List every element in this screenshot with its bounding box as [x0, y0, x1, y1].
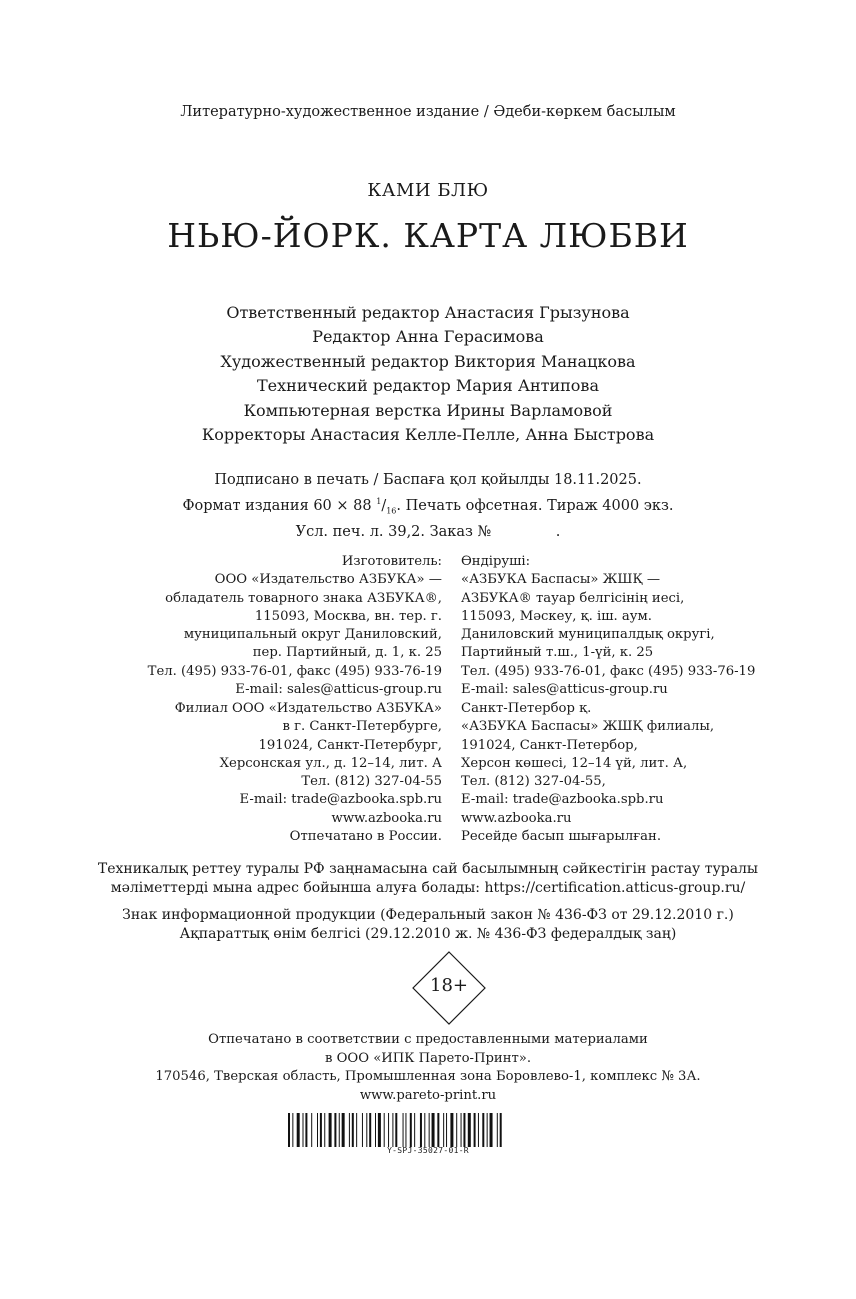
barcode-text: Y-SPJ-35027-01-R	[387, 1146, 469, 1155]
barcode-bar	[429, 1113, 430, 1147]
text-line: Тел. (495) 933-76-01, факс (495) 933-76-19	[461, 663, 756, 679]
age-rating-badge	[412, 951, 486, 1025]
barcode-bar	[500, 1113, 502, 1147]
credits-list	[0, 301, 856, 447]
barcode-bar	[288, 1113, 290, 1147]
text-line: 115093, Москва, вн. тер. г.	[254, 608, 442, 624]
text-line: Техникалық реттеу туралы РФ заңнамасына сай басылымның сәйкестігін растау туралы	[97, 861, 759, 877]
branch-kz	[461, 700, 714, 810]
text-line: Ақпараттық өнім белгісі (29.12.2010 ж. № 436-ФЗ федералдық заң)	[179, 925, 677, 942]
barcode-bar	[487, 1113, 488, 1147]
barcode-bar	[443, 1113, 444, 1147]
barcode-bar	[405, 1113, 406, 1147]
barcode-bar	[395, 1113, 397, 1147]
text-line: мәліметтерді мына адрес бойынша алуға болады: https://certification.atticus-group.ru/	[110, 879, 746, 896]
barcode-bar	[324, 1113, 325, 1147]
barcode-bar	[437, 1113, 439, 1147]
barcode-bar	[352, 1113, 354, 1147]
text-line: АЗБУКА® тауар белгісінің иесі,	[461, 590, 685, 606]
text-line: Отпечатано в соответствии с предоставленными материалами	[208, 1032, 648, 1047]
barcode-bar	[482, 1113, 484, 1147]
text-line: в ООО «ИПК Парето-Принт».	[324, 1050, 532, 1066]
text-line: Өндіруші:	[461, 554, 531, 569]
barcode-bar	[424, 1113, 425, 1147]
text-line: Партийный т.ш., 1-үй, к. 25	[461, 645, 654, 661]
signed-date: Подписано в печать / Баспаға қол қойылды 18.11.2025.	[214, 472, 642, 488]
credit-line: Технический редактор Мария Антипова	[257, 376, 599, 396]
barcode-bar	[303, 1113, 304, 1147]
barcode-bar	[474, 1113, 476, 1147]
law-info	[0, 906, 856, 943]
barcode-bar	[450, 1113, 453, 1147]
barcode-bar	[334, 1113, 336, 1147]
format-line: Формат издания 60 × 88 $^1/_{16}$. Печать офсетная. Тираж 4000 экз.	[182, 497, 674, 516]
text-line: муниципальный округ Даниловский,	[183, 627, 442, 643]
print-info	[0, 470, 856, 543]
site-ru	[290, 810, 442, 847]
website-link[interactable]: www.azbooka.ru	[331, 811, 442, 826]
text-line: обладатель товарного знака АЗБУКА®,	[165, 590, 442, 606]
barcode-bar	[456, 1113, 457, 1147]
barcode-bar	[320, 1113, 322, 1147]
barcode-bar	[497, 1113, 498, 1147]
barcode-bar	[378, 1113, 381, 1147]
barcode-bar	[490, 1113, 493, 1147]
book-title: НЬЮ-ЙОРК. КАРТА ЛЮБВИ	[167, 216, 689, 255]
credit-line: Ответственный редактор Анастасия Грызунова	[226, 303, 630, 322]
format-numerator: 1	[376, 497, 382, 506]
edition-type: Литературно-художественное издание / Әдеби-көркем басылым	[180, 104, 676, 120]
barcode-bar	[432, 1113, 435, 1147]
barcode-bar	[362, 1113, 363, 1147]
barcode-bar	[414, 1113, 415, 1147]
text-line: Отпечатано в России.	[289, 829, 442, 845]
text-line: Знак информационной продукции (Федеральный закон № 436-ФЗ от 29.12.2010 г.)	[122, 907, 734, 923]
text-line: «АЗБУКА Баспасы» ЖШҚ —	[461, 572, 661, 588]
credit-line: Художественный редактор Виктория Манацкова	[220, 351, 636, 371]
email-link[interactable]: E-mail: sales@atticus-group.ru	[461, 682, 668, 698]
email-link[interactable]: E-mail: trade@azbooka.spb.ru	[239, 792, 442, 808]
format-suffix: . Печать офсетная. Тираж 4000 экз.	[396, 497, 674, 514]
text-line: Ресейде басып шығарылған.	[461, 829, 662, 845]
text-line: пер. Партийный, д. 1, к. 25	[252, 645, 442, 661]
website-link[interactable]: www.pareto-print.ru	[359, 1087, 497, 1103]
text-line: Изготовитель:	[341, 554, 442, 569]
text-line: в г. Санкт-Петербурге,	[282, 719, 442, 735]
volume-line: Усл. печ. л. 39,2. Заказ № .	[295, 523, 561, 540]
email-link[interactable]: E-mail: trade@azbooka.spb.ru	[461, 792, 664, 808]
author-name: КАМИ БЛЮ	[367, 180, 489, 201]
printer-info	[0, 1031, 856, 1105]
manufacturer-ru	[148, 553, 442, 699]
barcode-bar	[468, 1113, 471, 1147]
text-line: Херсонская ул., д. 12–14, лит. А	[219, 755, 442, 771]
barcode-bar	[392, 1113, 393, 1147]
text-line: Санкт-Петербор қ.	[461, 701, 592, 716]
text-line: «АЗБУКА Баспасы» ЖШҚ филиалы,	[461, 719, 715, 735]
barcode-bar	[339, 1113, 340, 1147]
barcode-bar	[292, 1113, 293, 1147]
site-kz	[461, 810, 661, 847]
format-prefix: Формат издания 60 × 88	[182, 497, 377, 514]
barcode-bar	[317, 1113, 318, 1147]
age-rating-label: 18+	[430, 975, 468, 996]
text-line: 115093, Мәскеу, қ. іш. аум.	[461, 608, 652, 624]
website-link[interactable]: www.azbooka.ru	[461, 811, 572, 826]
barcode-bar	[403, 1113, 404, 1147]
text-line: Херсон көшесі, 12–14 үй, лит. А,	[461, 755, 688, 771]
barcode-bar	[388, 1113, 389, 1147]
barcode-icon	[288, 1113, 570, 1147]
barcode-bar	[311, 1113, 312, 1147]
manufacturer-kz	[461, 553, 755, 699]
barcode-bar	[463, 1113, 465, 1147]
barcode-bar	[478, 1113, 479, 1147]
text-line: 191024, Санкт-Петербор,	[461, 737, 638, 753]
text-line: Даниловский муниципалдық округі,	[461, 627, 715, 643]
text-line: Тел. (812) 327-04-55	[301, 774, 442, 790]
branch-ru	[175, 700, 442, 810]
text-line: Филиал ООО «Издательство АЗБУКА»	[174, 701, 442, 716]
barcode-bar	[384, 1113, 385, 1147]
barcode-bar	[420, 1113, 422, 1147]
barcode-bar	[329, 1113, 332, 1147]
barcode-bar	[410, 1113, 412, 1147]
barcode-bar	[342, 1113, 345, 1147]
barcode-bar	[366, 1113, 367, 1147]
text-line: Тел. (495) 933-76-01, факс (495) 933-76-19	[147, 663, 442, 679]
text-line: Тел. (812) 327-04-55,	[461, 774, 606, 790]
barcode-bar	[349, 1113, 350, 1147]
barcode-bar	[446, 1113, 447, 1147]
credit-line: Редактор Анна Герасимова	[312, 327, 544, 347]
barcode-bar	[461, 1113, 462, 1147]
barcode-bar	[369, 1113, 371, 1147]
text-line: ООО «Издательство АЗБУКА» —	[214, 572, 442, 588]
barcode-bar	[356, 1113, 357, 1147]
format-denominator: 16	[386, 506, 397, 516]
barcode-bar	[375, 1113, 376, 1147]
email-link[interactable]: E-mail: sales@atticus-group.ru	[235, 682, 442, 698]
credit-line: Корректоры Анастасия Келле-Пелле, Анна Быстрова	[201, 425, 655, 445]
barcode-bar	[305, 1113, 307, 1147]
certification-info	[0, 860, 856, 897]
text-line: 191024, Санкт-Петербург,	[258, 737, 442, 753]
text-line: 170546, Тверская область, Промышленная зона Боровлево-1, комплекс № 3А.	[155, 1069, 701, 1084]
credit-line: Компьютерная верстка Ирины Варламовой	[243, 400, 613, 420]
barcode-bar	[297, 1113, 300, 1147]
